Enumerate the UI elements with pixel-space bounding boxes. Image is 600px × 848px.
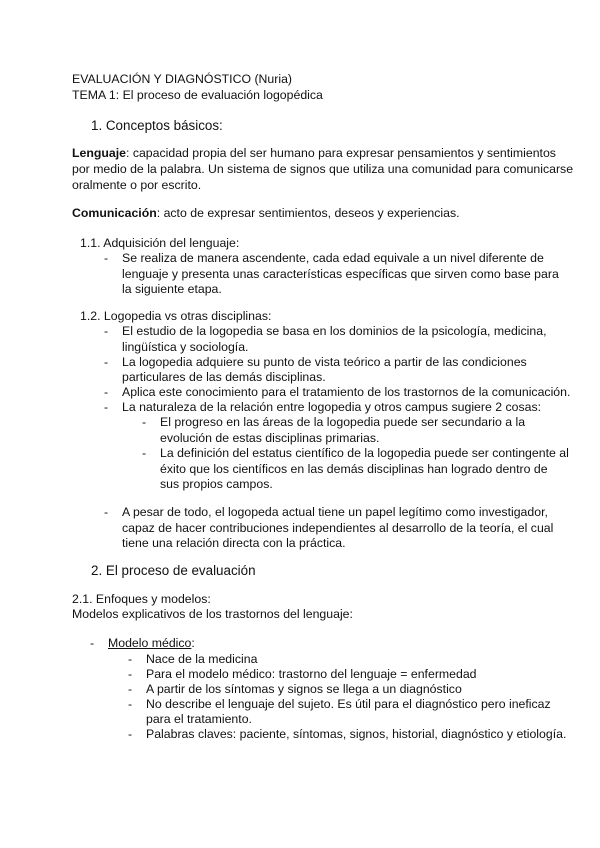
lenguaje-definition-line-2: por medio de la palabra. Un sistema de signos que utiliza una comunidad para comunicarse: [72, 162, 574, 176]
bullet-dash: -: [104, 324, 109, 338]
sub-bullet-dash: -: [128, 697, 133, 711]
section-1-2-heading: 1.2. Logopedia vs otras disciplinas:: [80, 309, 272, 323]
sub-bullet-dash: -: [128, 682, 133, 696]
list-item: lingüística y sociología.: [122, 340, 249, 354]
models-intro: Modelos explicativos de los trastornos del lenguaje:: [72, 607, 353, 621]
section-2-1-heading: 2.1. Enfoques y modelos:: [72, 592, 211, 606]
lenguaje-definition-line-3: oralmente o por escrito.: [72, 178, 202, 192]
list-item: A pesar de todo, el logopeda actual tiene un papel legítimo como investigador,: [122, 505, 548, 519]
sub-list-item: para el tratamiento.: [146, 712, 252, 726]
bullet-dash: -: [90, 636, 95, 650]
section-2-heading: 2. El proceso de evaluación: [91, 563, 256, 578]
sub-bullet-dash: -: [142, 415, 147, 429]
sub-bullet-dash: -: [128, 727, 133, 741]
sub-bullet-dash: -: [142, 446, 147, 460]
bullet-dash: -: [104, 400, 109, 414]
sub-list-item: sus propios campos.: [160, 477, 273, 491]
modelo-medico-label: Modelo médico:: [108, 636, 195, 650]
sub-list-item: A partir de los síntomas y signos se llega a un diagnóstico: [146, 682, 462, 696]
list-item: Aplica este conocimiento para el tratamiento de los trastornos de la comunicación.: [122, 385, 571, 399]
sub-list-item: Para el modelo médico: trastorno del lenguaje = enfermedad: [146, 667, 477, 681]
list-item: Se realiza de manera ascendente, cada edad equivale a un nivel diferente de: [122, 251, 544, 265]
sub-bullet-dash: -: [128, 667, 133, 681]
sub-list-item: éxito que los científicos en las demás disciplinas han logrado dentro de: [160, 462, 548, 476]
bullet-dash: -: [104, 385, 109, 399]
list-item: La naturaleza de la relación entre logopedia y otros campus sugiere 2 cosas:: [122, 400, 542, 414]
sub-list-item: La definición del estatus científico de la logopedia puede ser contingente al: [160, 446, 569, 460]
sub-list-item: Nace de la medicina: [146, 652, 258, 666]
list-item: tiene una relación directa con la práctica.: [122, 536, 346, 550]
lenguaje-definition-line-1: Lenguaje: capacidad propia del ser humano para expresar pensamientos y sentimientos: [72, 146, 556, 160]
section-1-heading: 1. Conceptos básicos:: [91, 118, 223, 133]
list-item: lenguaje y presenta unas características específicas que sirven como base para: [122, 267, 559, 281]
document-title: EVALUACIÓN Y DIAGNÓSTICO (Nuria): [72, 72, 293, 86]
sub-list-item: Palabras claves: paciente, síntomas, signos, historial, diagnóstico y etiología.: [146, 727, 567, 741]
lenguaje-term: Lenguaje: [72, 146, 126, 160]
comunicacion-definition: Comunicación: acto de expresar sentimientos, deseos y experiencias.: [72, 206, 460, 220]
sub-list-item: El progreso en las áreas de la logopedia puede ser secundario a la: [160, 415, 526, 429]
bullet-dash: -: [104, 355, 109, 369]
sub-list-item: No describe el lenguaje del sujeto. Es útil para el diagnóstico pero ineficaz: [146, 697, 551, 711]
document-subtitle: TEMA 1: El proceso de evaluación logopédica: [72, 88, 323, 102]
sub-bullet-dash: -: [128, 652, 133, 666]
sub-list-item: evolución de estas disciplinas primarias.: [160, 431, 380, 445]
list-item: capaz de hacer contribuciones independientes al desarrollo de la teoría, el cual: [122, 521, 554, 535]
comunicacion-term: Comunicación: [72, 206, 157, 220]
bullet-dash: -: [104, 251, 109, 265]
bullet-dash: -: [104, 505, 109, 519]
list-item: La logopedia adquiere su punto de vista teórico a partir de las condiciones: [122, 355, 527, 369]
list-item: particulares de las demás disciplinas.: [122, 370, 326, 384]
list-item: El estudio de la logopedia se basa en los dominios de la psicología, medicina,: [122, 324, 547, 338]
section-1-1-heading: 1.1. Adquisición del lenguaje:: [80, 236, 240, 250]
list-item: la siguiente etapa.: [122, 282, 222, 296]
